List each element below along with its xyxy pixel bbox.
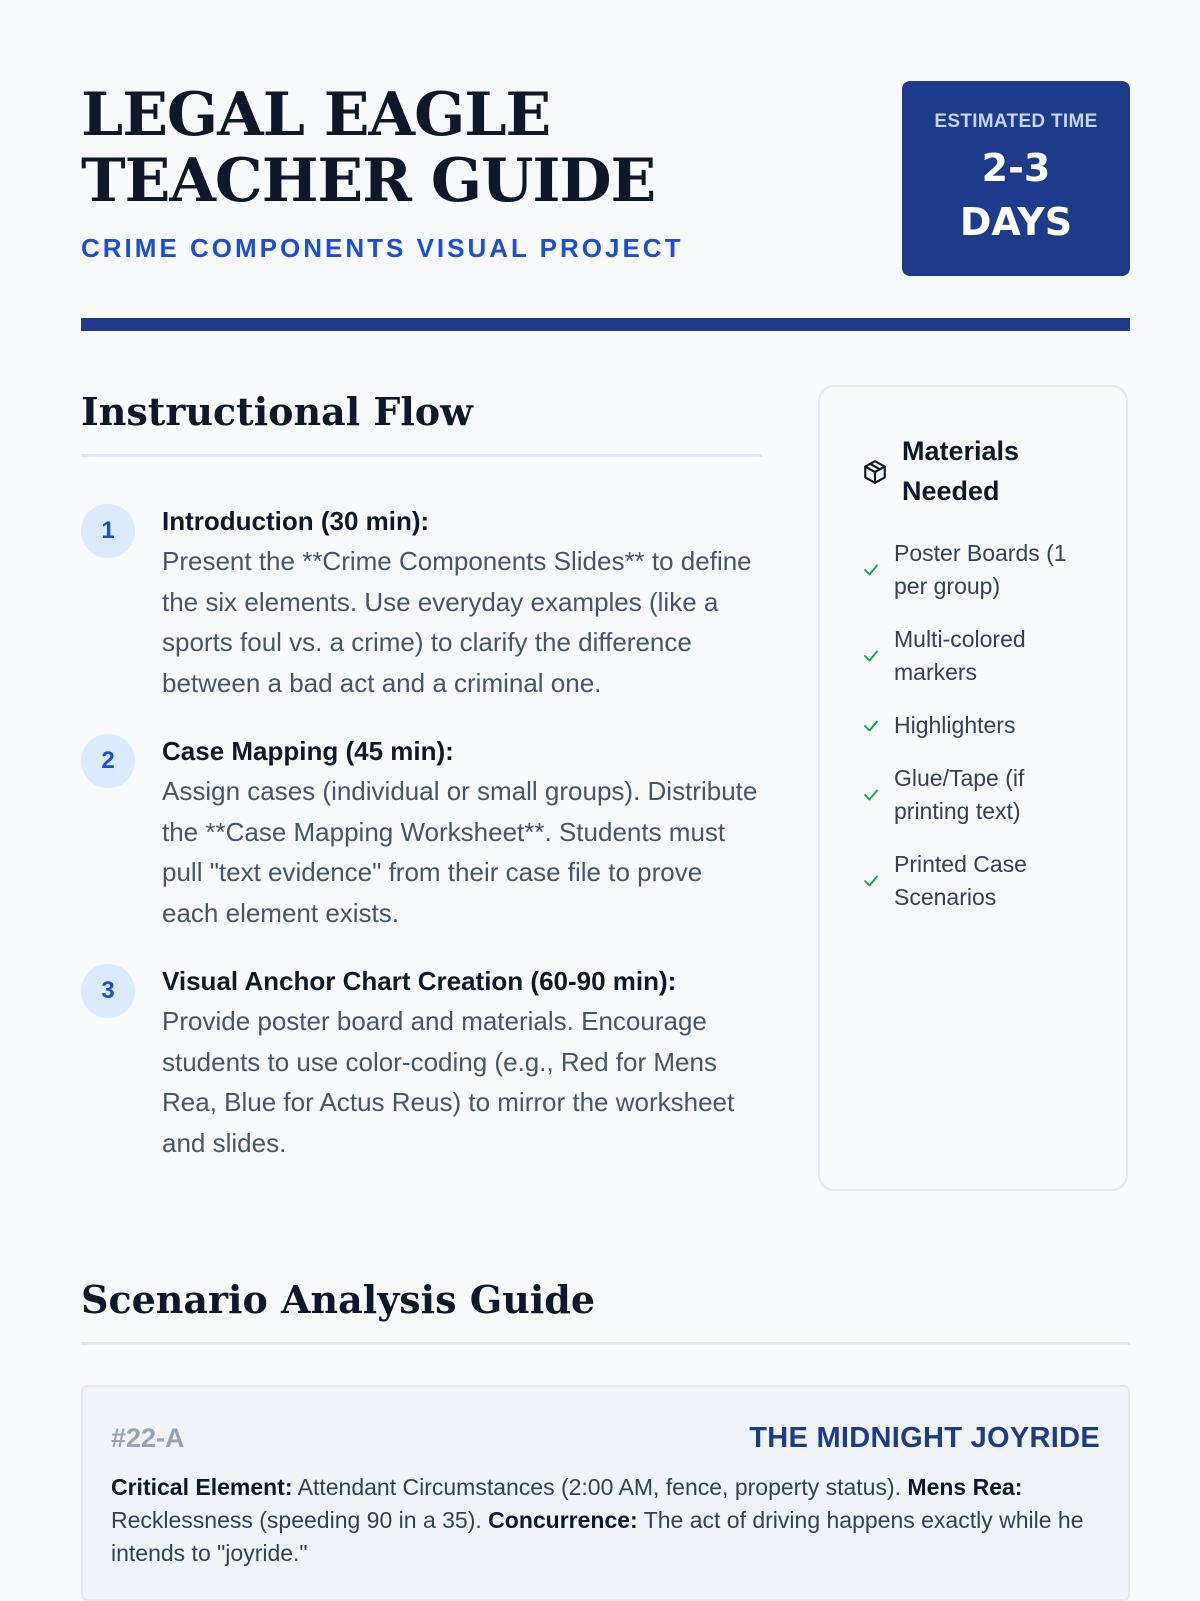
case-title: THE MIDNIGHT JOYRIDE (749, 1421, 1100, 1454)
check-icon (862, 717, 880, 735)
materials-list (862, 537, 1098, 914)
critical-element-text: Attendant Circumstances (2:00 AM, fence, property status). (297, 1474, 902, 1500)
case-id: #22-A (111, 1422, 185, 1453)
material-label: Highlighters (894, 712, 1016, 738)
instructional-flow-heading: Instructional Flow (81, 389, 473, 434)
concurrence-label: Concurrence: (488, 1507, 638, 1533)
material-label: Poster Boards (1 per group) (894, 540, 1067, 599)
list-item (862, 762, 1098, 828)
section-divider (81, 454, 762, 457)
step-title: Introduction (30 min): (162, 506, 430, 536)
case-card (81, 1385, 1130, 1601)
step-title: Visual Anchor Chart Creation (60-90 min): (162, 966, 677, 996)
check-icon (862, 561, 880, 579)
material-label: Printed Case Scenarios (894, 851, 1027, 910)
page-subtitle: CRIME COMPONENTS VISUAL PROJECT (81, 233, 684, 263)
step-title: Case Mapping (45 min): (162, 736, 454, 766)
critical-element-label: Critical Element: (111, 1474, 293, 1500)
package-icon (862, 459, 888, 485)
mens-rea-text: Recklessness (speeding 90 in a 35). (111, 1507, 482, 1533)
case-analysis-text (111, 1471, 1100, 1570)
case-card-header (111, 1415, 1100, 1461)
instructional-flow-section (81, 384, 762, 1191)
check-icon (862, 647, 880, 665)
page-title: LEGAL EAGLE TEACHER GUIDE (81, 80, 656, 216)
estimated-time-value: 2-3 DAYS (959, 146, 1073, 244)
estimated-time-label: ESTIMATED TIME (934, 111, 1098, 132)
scenario-analysis-section (81, 1272, 1130, 1601)
materials-header (862, 431, 1098, 511)
step-description: Assign cases (individual or small groups). Distribute the **Case Mapping Worksheet**. Students must pull "text evidence" from their case file to prove each element exists. (162, 776, 758, 928)
list-item (862, 848, 1098, 914)
materials-card (818, 385, 1128, 1191)
step-description: Provide poster board and materials. Encourage students to use color-coding (e.g., Red for Mens Rea, Blue for Actus Reus) to mirror the worksheet and slides. (162, 1006, 735, 1158)
check-icon (862, 786, 880, 804)
header-divider (81, 318, 1130, 331)
step-number-badge: 1 (81, 504, 135, 558)
mens-rea-label: Mens Rea: (907, 1474, 1023, 1500)
step-item-introduction (81, 501, 762, 703)
step-item-anchor-chart (81, 961, 762, 1163)
step-number-badge: 2 (81, 734, 135, 788)
estimated-time-badge (902, 81, 1130, 276)
step-item-case-mapping (81, 731, 762, 933)
list-item (862, 709, 1098, 742)
material-label: Glue/Tape (if printing text) (894, 765, 1025, 824)
scenario-analysis-heading: Scenario Analysis Guide (81, 1277, 596, 1322)
section-divider (81, 1342, 1130, 1345)
step-list (81, 501, 762, 1163)
step-description: Present the **Crime Components Slides** to define the six elements. Use everyday examples (like a sports foul vs. a crime) to clarify the difference between a bad act and a criminal one. (162, 546, 752, 698)
list-item (862, 537, 1098, 603)
guide-header (81, 0, 1130, 335)
list-item (862, 623, 1098, 689)
step-number-badge: 3 (81, 964, 135, 1018)
material-label: Multi-colored markers (894, 626, 1026, 685)
concurrence-text: The act of driving happens exactly while he intends to "joyride." (111, 1507, 1084, 1566)
materials-title: Materials Needed (902, 436, 1020, 506)
check-icon (862, 872, 880, 890)
teacher-guide-page (81, 0, 1130, 1566)
